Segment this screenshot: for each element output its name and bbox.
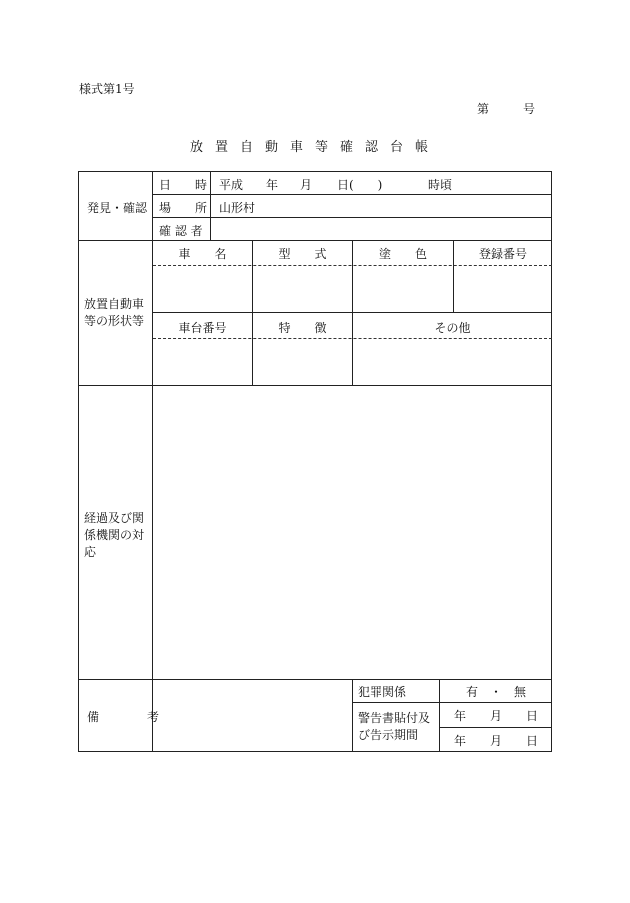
header-other: その他 [434, 321, 471, 335]
header-color: 塗 色 [378, 247, 427, 261]
era-label: 平成 [219, 178, 244, 192]
discovery-section-label: 発見・確認 [87, 201, 148, 215]
section-line-progress [79, 385, 552, 386]
form-number: 様式第1号 [79, 82, 135, 96]
place-value: 山形村 [219, 201, 256, 215]
header-registration-number: 登録番号 [478, 247, 527, 261]
warning-date-1: 年 月 日 [453, 709, 538, 723]
vehicle-section-label: 放置自動車等の形状等 [84, 297, 145, 328]
confirmer-label: 確 認 者 [159, 224, 203, 238]
section-line-vehicle [79, 240, 552, 241]
vehicle-dashed-line-1 [153, 265, 552, 266]
month-unit: 月 [300, 178, 313, 192]
remarks-row-line-2 [439, 727, 552, 728]
section-line-remarks [79, 679, 552, 680]
progress-section-label: 経過及び関係機関の対応 [84, 511, 145, 559]
remarks-col-line-1 [352, 679, 353, 752]
document-number-label: 第 [477, 102, 490, 116]
document-number-suffix: 号 [523, 102, 536, 116]
remarks-section-label: 備 考 [87, 710, 160, 724]
year-unit: 年 [266, 178, 279, 192]
ledger-table [78, 171, 552, 752]
place-label: 場 所 [159, 201, 208, 215]
crime-value: 有 ・ 無 [465, 685, 526, 699]
datetime-label: 日 時 [159, 178, 208, 192]
header-chassis-number: 車台番号 [178, 321, 227, 335]
discovery-label-divider [210, 172, 211, 240]
warning-date-2: 年 月 日 [453, 734, 538, 748]
vehicle-row-line [152, 312, 552, 313]
time-unit: 時頃 [428, 178, 453, 192]
discovery-row-line-1 [152, 194, 552, 195]
header-model: 型 式 [278, 247, 327, 261]
day-unit: 日( ) [337, 178, 383, 192]
discovery-row-line-2 [152, 217, 552, 218]
ledger-title: 放置自動車等確認台帳 [189, 140, 440, 155]
remarks-row-line-1 [352, 702, 552, 703]
vehicle-dashed-line-2 [153, 338, 552, 339]
warning-label: 警告書貼付及び告示期間 [358, 711, 431, 742]
crime-label: 犯罪関係 [358, 685, 407, 699]
header-vehicle-name: 車 名 [178, 247, 227, 261]
header-features: 特 徴 [278, 321, 327, 335]
